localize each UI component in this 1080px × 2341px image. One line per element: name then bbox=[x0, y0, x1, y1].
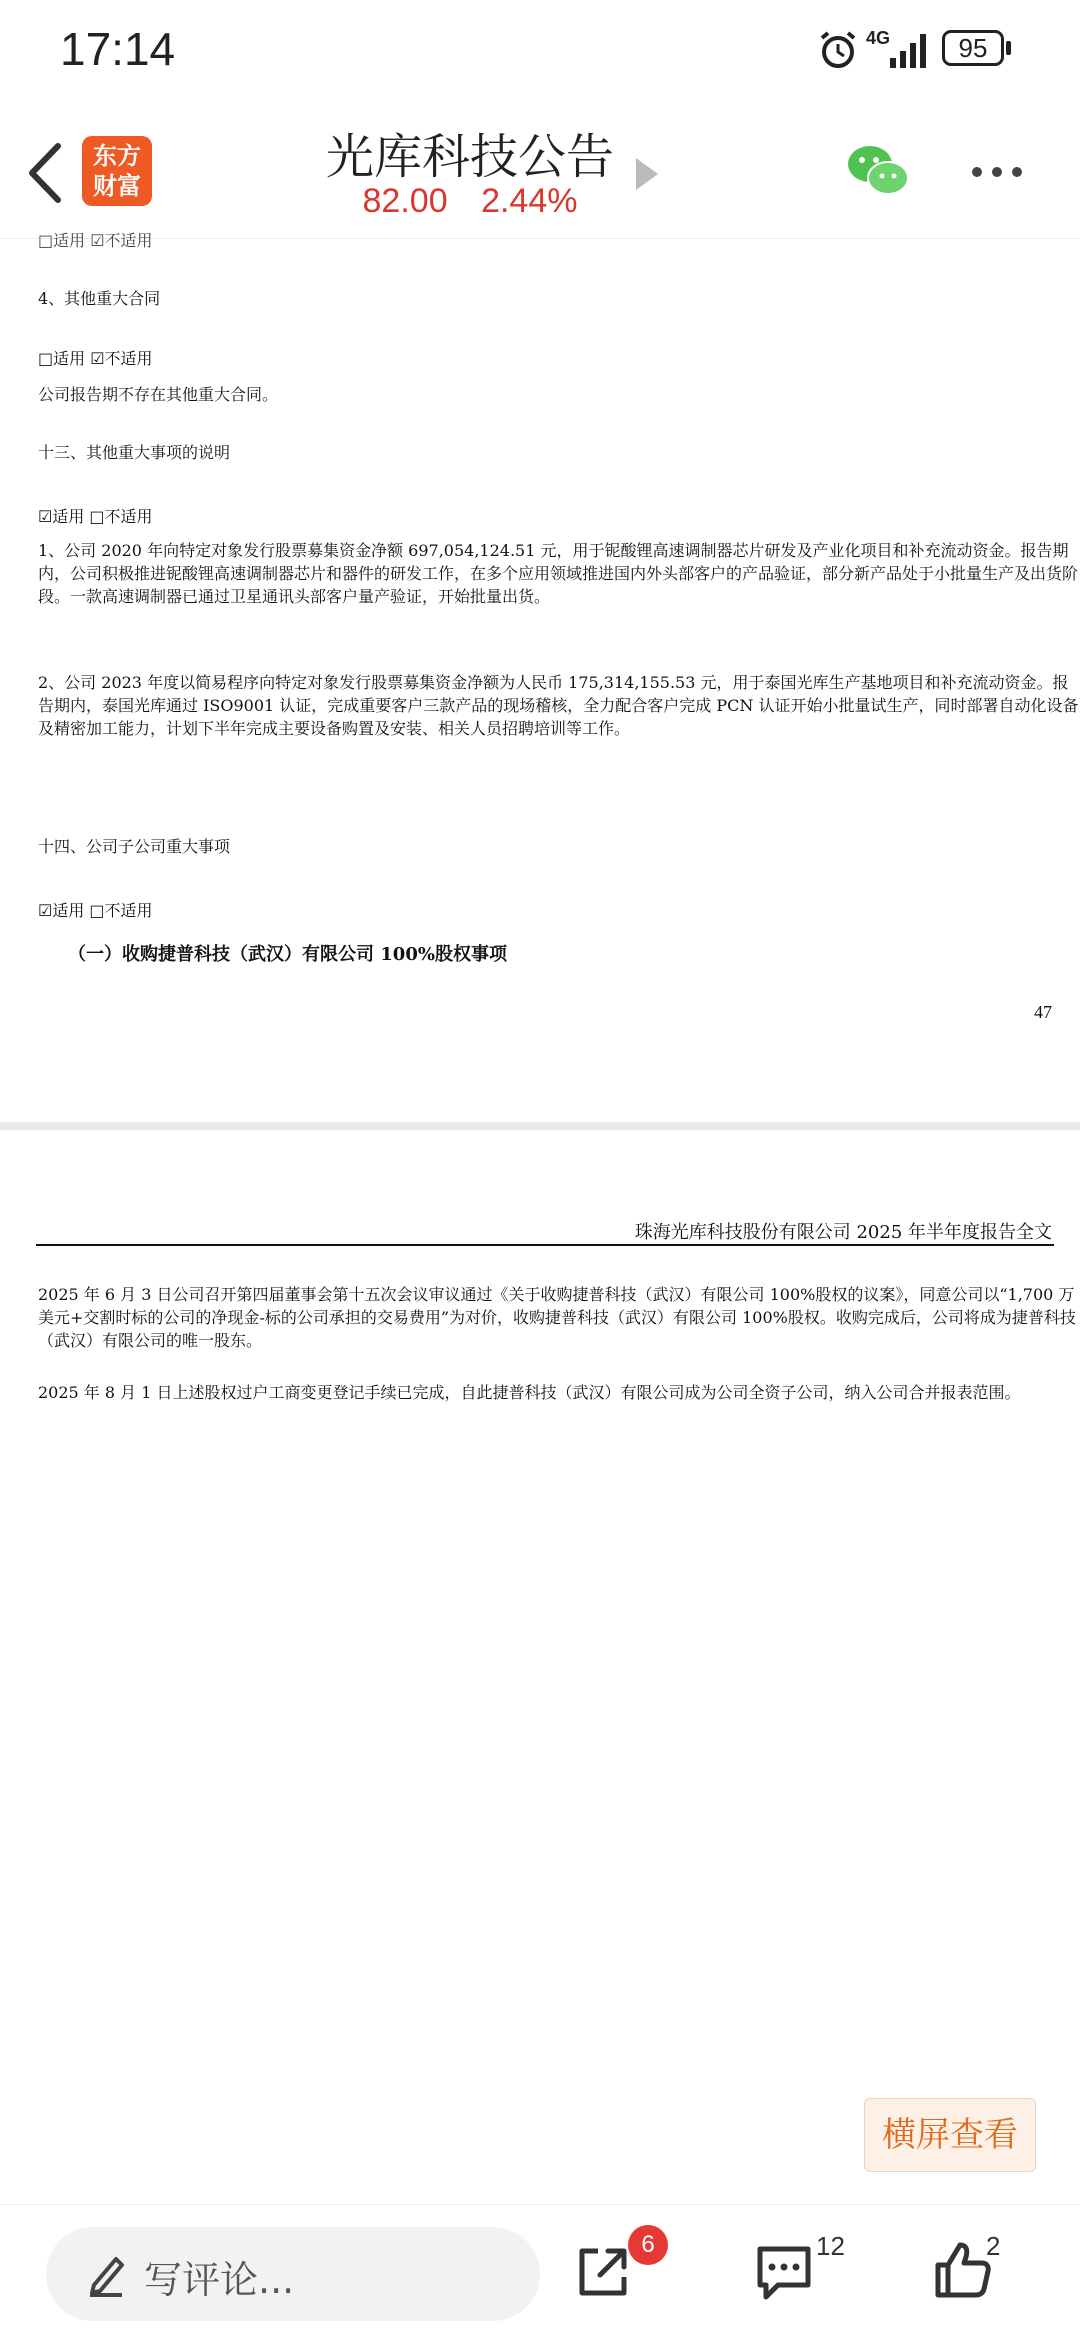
page-divider bbox=[0, 1122, 1080, 1130]
caret-right-icon[interactable] bbox=[636, 158, 658, 190]
paragraph: 2、公司 2023 年度以简易程序向特定对象发行股票募集资金净额为人民币 175,314,155.53 元，用于泰国光库生产基地项目和补充流动资金。报告期内，泰国光库通过 ISO9001 认证，完成重要客户三款产品的现场稽核，全力配合客户完成 PCN 认证开始小批量试生产，同时部署自动化设备及精密加工能力，计划下半年完成主要设备购置及安装、相关人员招聘培训等工作。 bbox=[38, 673, 1079, 738]
paragraph: 2025 年 6 月 3 日公司召开第四届董事会第十五次会议审议通过《关于收购捷普科技（武汉）有限公司 100%股权的议案》，同意公司以“1,700 万美元+交割时标的公司的净现金-标的公司承担的交易费用”为对价，收购捷普科技（武汉）有限公司 100%股权。收购完成后，公司将成为捷普科技（武汉）有限公司的唯一股东。 bbox=[38, 1285, 1076, 1350]
signal-icon bbox=[888, 32, 932, 70]
share-badge: 6 bbox=[628, 2225, 668, 2265]
thumbs-up-icon[interactable] bbox=[932, 2239, 992, 2301]
comment-input[interactable] bbox=[46, 2227, 540, 2321]
paragraph: 2025 年 8 月 1 日上述股权过户工商变更登记手续已完成，自此捷普科技（武汉）有限公司成为公司全资子公司，纳入公司合并报表范围。 bbox=[38, 1383, 1021, 1402]
applicable-checkbox-line: ☑适用 □不适用 bbox=[38, 901, 153, 920]
app-header bbox=[0, 100, 1080, 239]
comment-icon[interactable] bbox=[754, 2243, 814, 2301]
stock-quote bbox=[300, 182, 640, 221]
status-time: 17:14 bbox=[60, 23, 176, 75]
bottom-action-bar bbox=[0, 2204, 1080, 2341]
battery-indicator bbox=[942, 30, 1014, 70]
comment-count: 12 bbox=[816, 2231, 845, 2261]
comment-placeholder: 写评论... bbox=[144, 2258, 295, 2302]
applicable-checkbox-line: ☑适用 □不适用 bbox=[38, 507, 153, 526]
like-count: 2 bbox=[986, 2231, 1001, 2261]
section-heading: 4、其他重大合同 bbox=[38, 289, 161, 308]
stock-change: 2.44% bbox=[481, 182, 578, 220]
back-arrow-icon[interactable] bbox=[22, 140, 66, 206]
landscape-view-button[interactable]: 横屏查看 bbox=[864, 2098, 1036, 2172]
applicable-checkbox-line: □适用 ☑不适用 bbox=[38, 349, 153, 368]
status-bar bbox=[0, 0, 1080, 100]
page-title: 光库科技公告 bbox=[325, 129, 614, 185]
battery-level: 95 bbox=[942, 30, 1004, 66]
section-heading: 十三、其他重大事项的说明 bbox=[38, 443, 231, 462]
paragraph: 1、公司 2020 年向特定对象发行股票募集资金净额 697,054,124.51 元，用于铌酸锂高速调制器芯片研发及产业化项目和补充流动资金。报告期内，公司积极推进铌酸锂高速调制器芯片和器件的研发工作，在多个应用领域推进国内外头部客户的产品验证，部分新产品处于小批量生产及出货阶段。一款高速调制器已通过卫星通讯头部客户量产验证，开始批量出货。 bbox=[38, 541, 1079, 606]
cut-off-line: □适用 ☑不适用 bbox=[38, 231, 153, 250]
header-rule bbox=[36, 1244, 1054, 1246]
stock-price: 82.00 bbox=[362, 182, 448, 220]
eastmoney-logo[interactable]: 东方财富 bbox=[82, 136, 152, 206]
battery-tip bbox=[1006, 41, 1011, 55]
sub-heading: （一）收购捷普科技（武汉）有限公司 100%股权事项 bbox=[68, 944, 507, 965]
network-type: 4G bbox=[866, 28, 891, 48]
more-icon[interactable] bbox=[972, 162, 1032, 176]
running-header: 珠海光库科技股份有限公司 2025 年半年度报告全文 bbox=[634, 1222, 1052, 1243]
alarm-icon bbox=[818, 30, 858, 70]
paragraph: 公司报告期不存在其他重大合同。 bbox=[38, 385, 279, 404]
section-heading: 十四、公司子公司重大事项 bbox=[38, 837, 231, 856]
pencil-icon bbox=[86, 2251, 126, 2297]
wechat-icon[interactable] bbox=[846, 142, 910, 198]
share-icon[interactable] bbox=[574, 2243, 632, 2301]
page-number: 47 bbox=[1034, 1002, 1052, 1022]
